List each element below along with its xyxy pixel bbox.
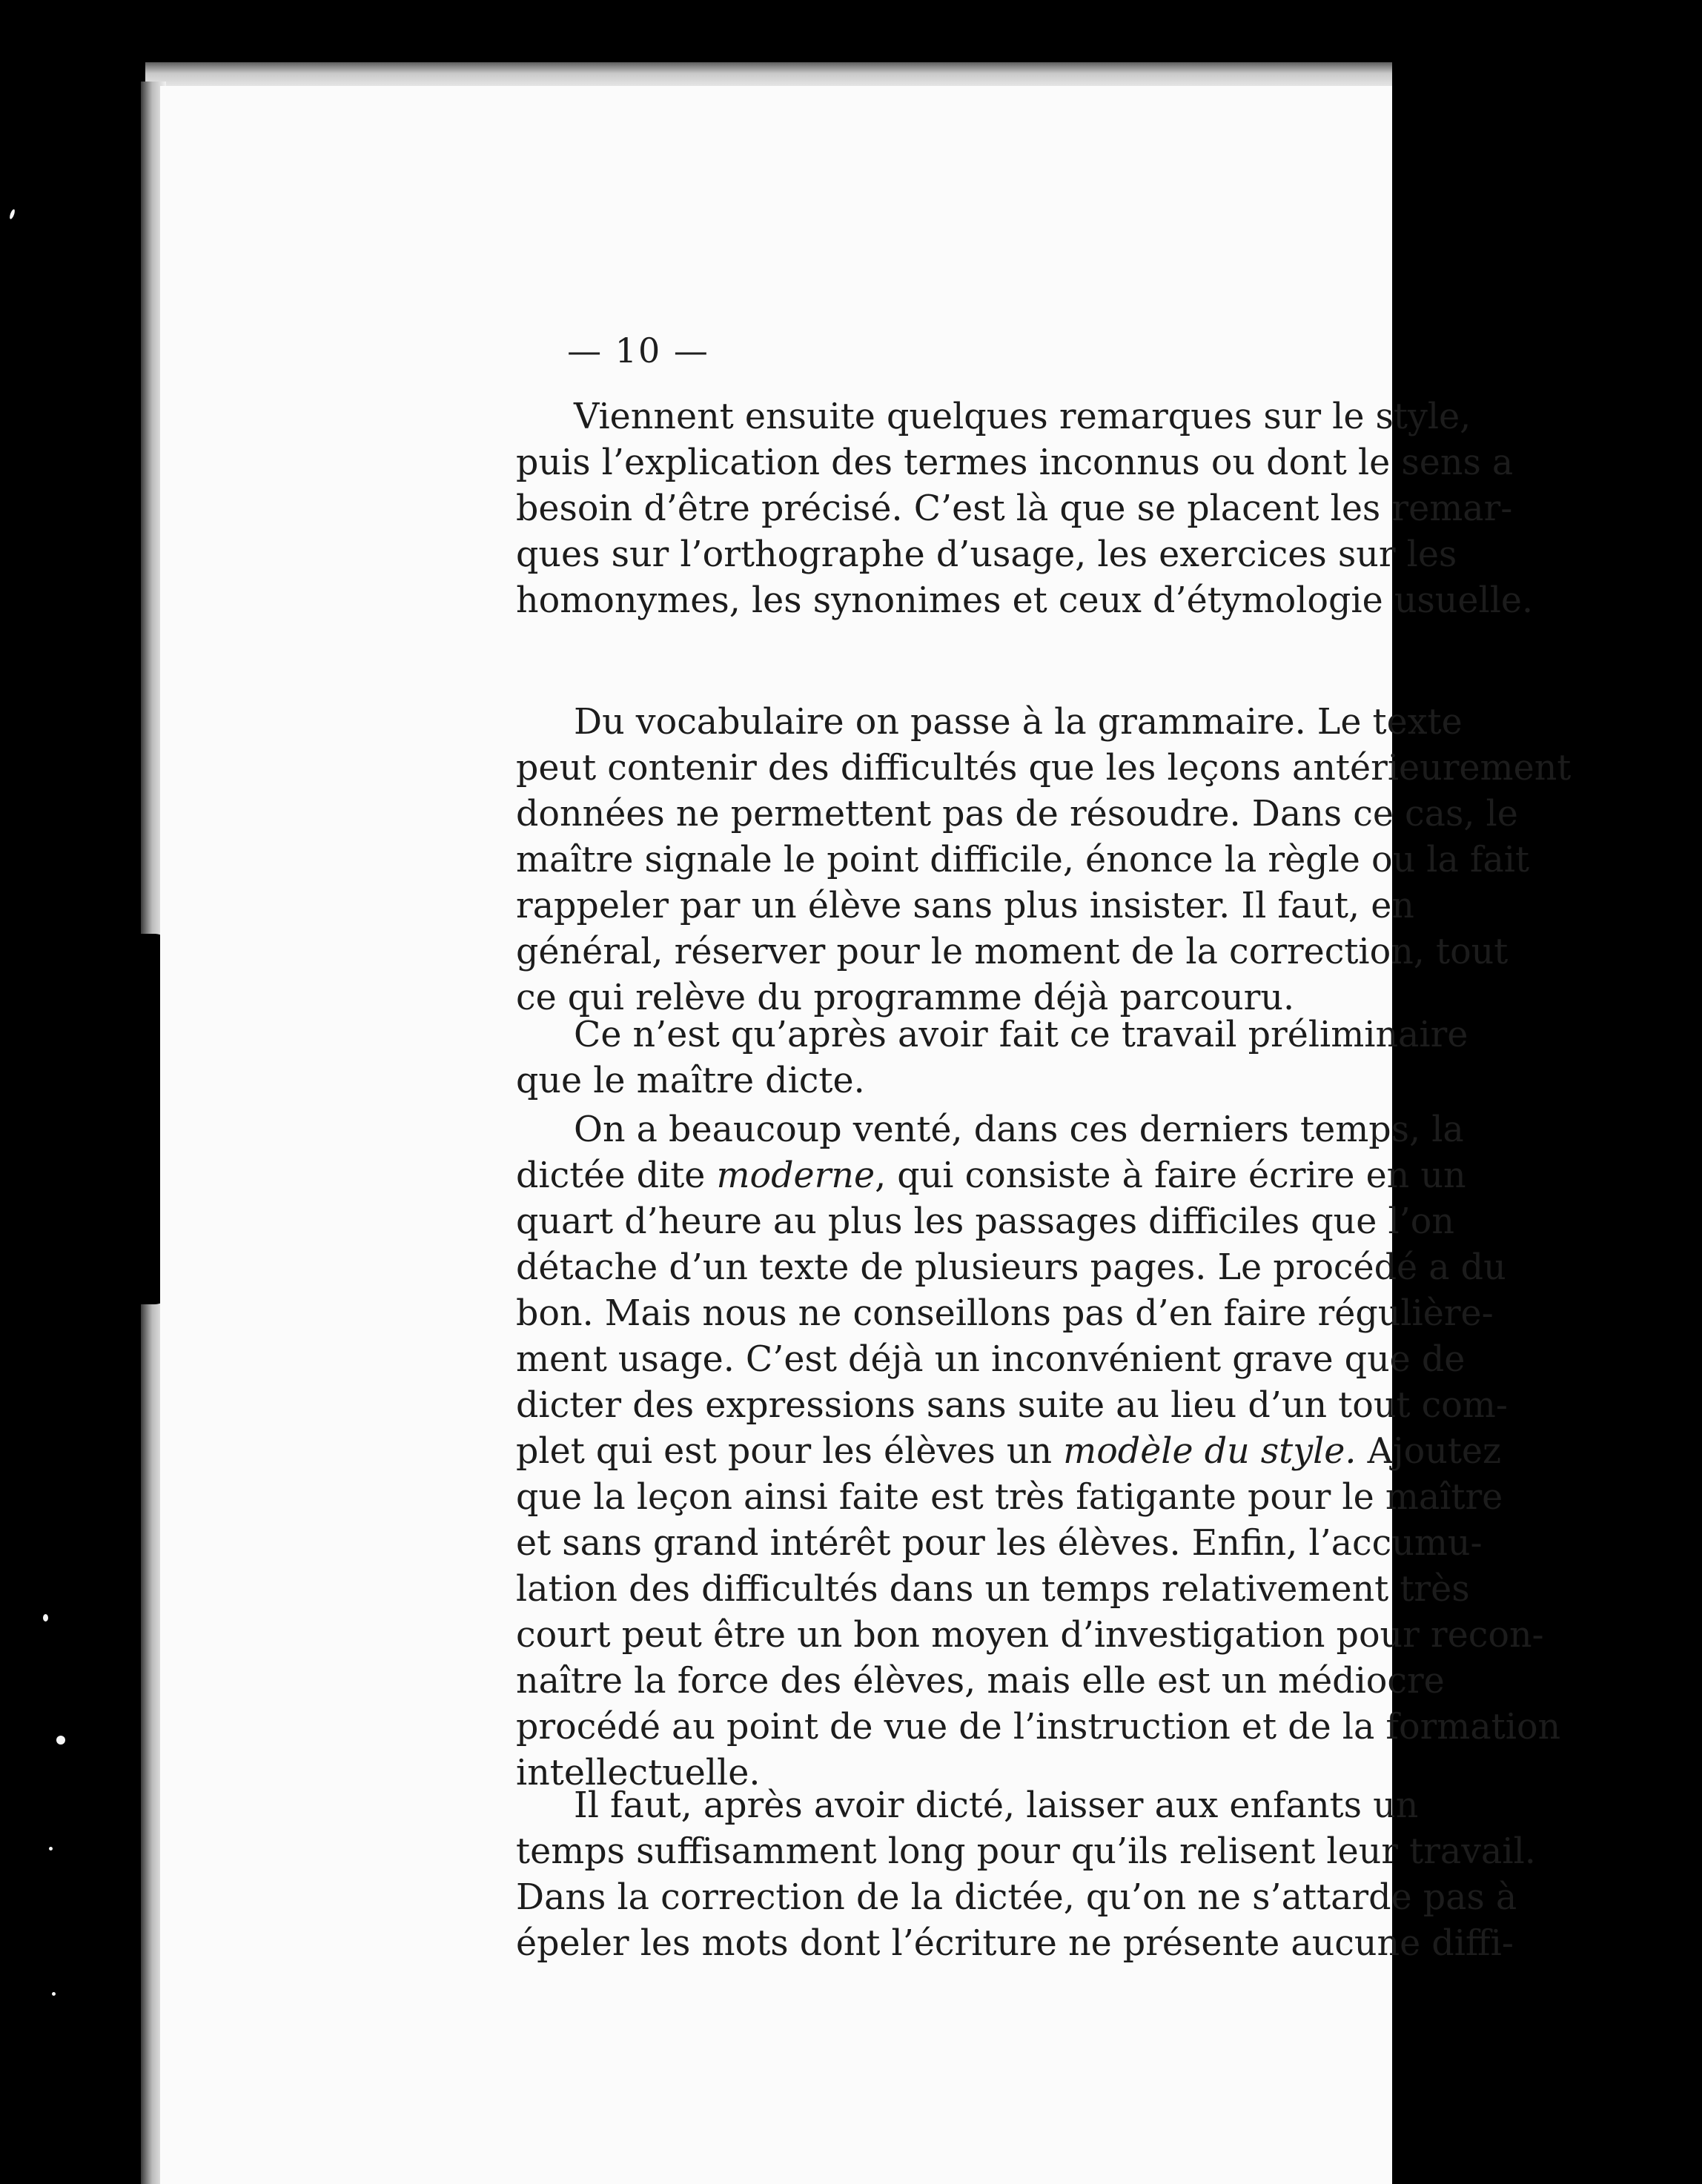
page-number: — 10 — <box>567 331 709 371</box>
text-fragment: , qui consiste à faire écrire en un <box>875 1155 1466 1196</box>
text-line: naître la force des élèves, mais elle est un médiocre <box>516 1661 1445 1702</box>
text-line: On a beaucoup venté, dans ces derniers temps, la <box>574 1109 1464 1150</box>
text-line: besoin d’être précisé. C’est là que se placent les remar- <box>516 488 1513 529</box>
text-line: ques sur l’orthographe d’usage, les exercices sur les <box>516 534 1457 575</box>
text-line: que la leçon ainsi faite est très fatigante pour le maître <box>516 1477 1503 1518</box>
text-line: Ce n’est qu’après avoir fait ce travail préliminaire <box>574 1015 1468 1055</box>
text-line: données ne permettent pas de résoudre. Dans ce cas, le <box>516 794 1518 834</box>
paragraph-4 <box>516 1107 1702 1796</box>
text-line: rappeler par un élève sans plus insister. Il faut, en <box>516 886 1414 926</box>
paragraph-2 <box>516 700 1702 1021</box>
text-line: Il faut, après avoir dicté, laisser aux enfants un <box>574 1785 1419 1826</box>
text-line: maître signale le point difficile, énonce la règle ou la fait <box>516 840 1530 880</box>
text-line: Dans la correction de la dictée, qu’on ne s’attarde pas à <box>516 1877 1517 1918</box>
paragraph-1 <box>516 394 1702 624</box>
text-line: ce qui relève du programme déjà parcouru. <box>516 978 1295 1018</box>
text-line: ment usage. C’est déjà un inconvénient grave que de <box>516 1339 1466 1380</box>
text-line: et sans grand intérêt pour les élèves. Enfin, l’accumu- <box>516 1523 1483 1564</box>
scan-speck <box>52 1992 56 1996</box>
text-line: lation des difficultés dans un temps relativement très <box>516 1569 1470 1610</box>
scan-speck <box>43 1614 48 1622</box>
text-fragment: dictée dite <box>516 1155 717 1196</box>
scan-speck <box>49 1847 53 1851</box>
text-line: peut contenir des difficultés que les leçons antérieurement <box>516 748 1572 789</box>
text-line: général, réserver pour le moment de la correction, tout <box>516 932 1509 972</box>
paragraph-5 <box>516 1783 1702 1967</box>
text-line: procédé au point de vue de l’instruction et de la formation <box>516 1707 1561 1747</box>
italic-term: modèle du style. <box>1063 1431 1357 1472</box>
book-page <box>160 86 1572 2184</box>
scan-speck <box>56 1736 65 1745</box>
italic-term: moderne <box>716 1155 875 1196</box>
text-fragment: plet qui est pour les élèves un <box>516 1431 1064 1472</box>
text-line: épeler les mots dont l’écriture ne présente aucune diffi- <box>516 1923 1514 1964</box>
text-line: détache d’un texte de plusieurs pages. Le procédé a du <box>516 1247 1506 1288</box>
text-line: Du vocabulaire on passe à la grammaire. Le texte <box>574 702 1463 743</box>
text-line: puis l’explication des termes inconnus ou dont le sens a <box>516 442 1514 483</box>
text-line: Viennent ensuite quelques remarques sur le style, <box>574 396 1471 437</box>
paragraph-3 <box>516 1012 1702 1104</box>
text-line <box>516 1429 1702 1475</box>
text-line: dicter des expressions sans suite au lieu d’un tout com- <box>516 1385 1508 1426</box>
text-line: court peut être un bon moyen d’investigation pour recon- <box>516 1615 1544 1656</box>
text-line: intellectuelle. <box>516 1753 761 1793</box>
text-line: temps suffisamment long pour qu’ils relisent leur travail. <box>516 1831 1536 1872</box>
text-line <box>516 1153 1702 1199</box>
text-column <box>516 86 1572 2184</box>
text-line: homonymes, les synonimes et ceux d’étymologie usuelle. <box>516 580 1534 621</box>
text-line: bon. Mais nous ne conseillons pas d’en faire régulière- <box>516 1293 1494 1334</box>
text-line: que le maître dicte. <box>516 1061 865 1101</box>
text-fragment: Ajoutez <box>1356 1431 1502 1472</box>
text-line: quart d’heure au plus les passages difficiles que l’on <box>516 1201 1454 1242</box>
